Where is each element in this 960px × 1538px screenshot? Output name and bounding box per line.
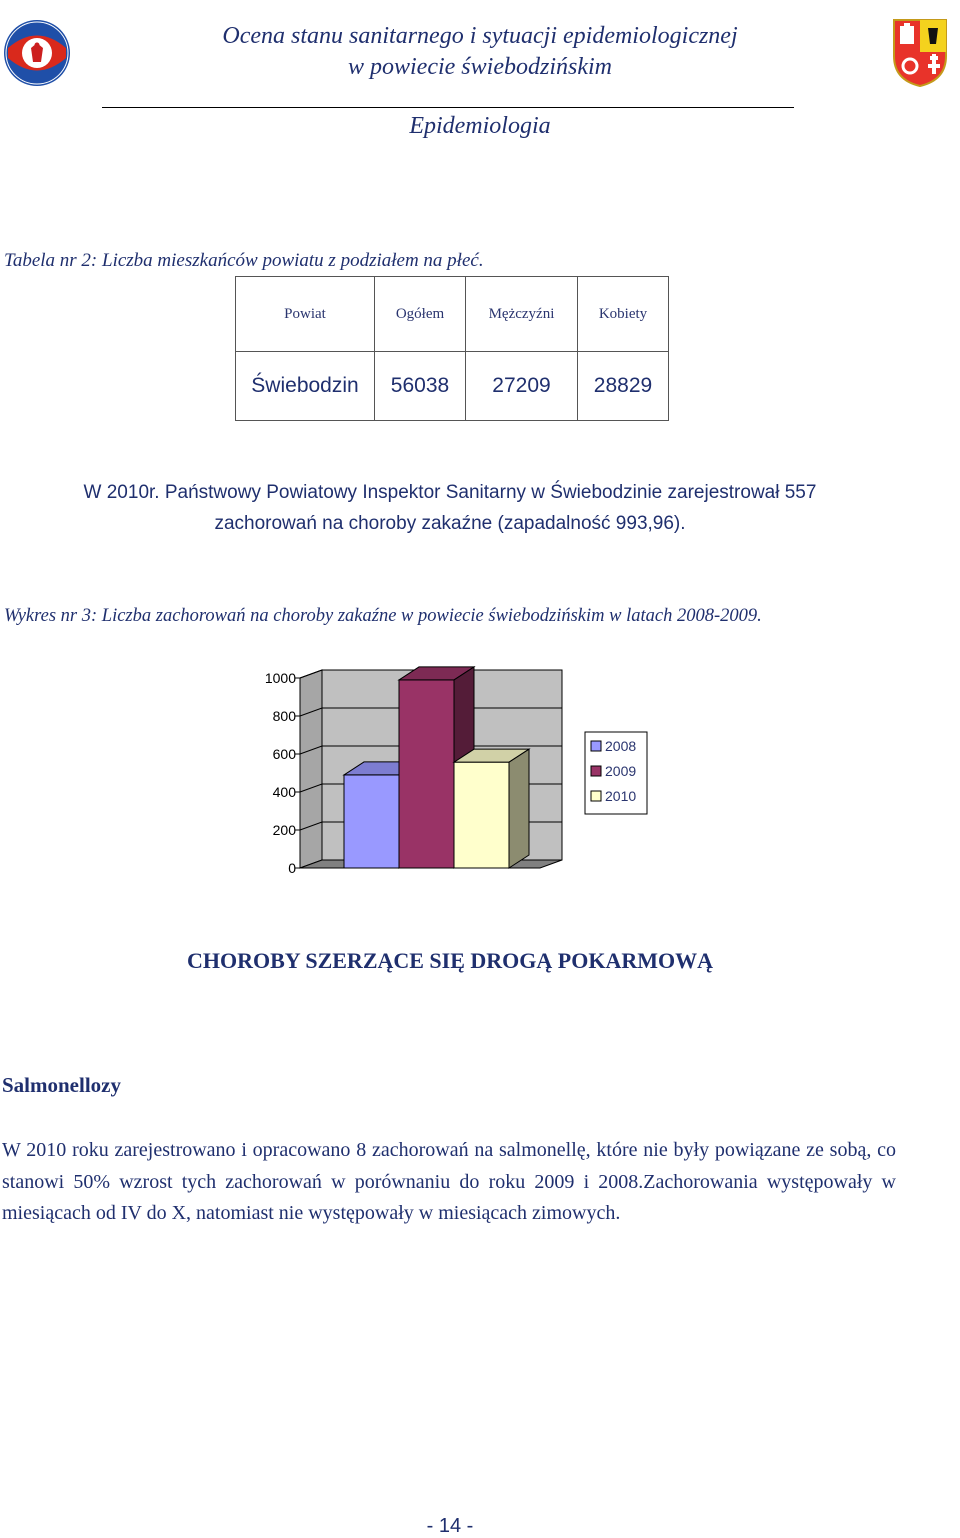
subheading-salmonellozy: Salmonellozy: [2, 1073, 121, 1097]
header-cell-ogolem: Ogółem: [375, 277, 466, 352]
legend-swatch-2009: [591, 766, 601, 776]
table-header-row: [236, 277, 669, 352]
page-number: - 14 -: [426, 1515, 474, 1537]
table-row: [236, 352, 669, 421]
bar-2010-front: [454, 762, 509, 868]
intro-line2: zachorowań na choroby zakaźne (zapadalność 993,96).: [214, 513, 686, 534]
header-title-line1: Ocena stanu sanitarnego i sytuacji epidemiologicznej: [222, 23, 738, 49]
bar-chart: [240, 655, 660, 885]
y-tick-label: 400: [272, 784, 296, 800]
legend-swatch-2010: [591, 791, 601, 801]
header-cell-powiat: Powiat: [236, 277, 375, 352]
cell-mezczyzni: 27209: [466, 352, 578, 421]
bar-2009-front: [399, 680, 454, 868]
chart-side-wall: [300, 670, 322, 868]
intro-line1: W 2010r. Państwowy Powiatowy Inspektor Sanitarny w Świebodzinie zarejestrował 557: [83, 482, 817, 503]
y-tick-label: 600: [272, 746, 296, 762]
table-caption: Tabela nr 2: Liczba mieszkańców powiatu z podziałem na płeć.: [4, 250, 484, 271]
body-paragraph: W 2010 roku zarejestrowano i opracowano 8 zachorowań na salmonellę, które nie były powiązane ze sobą, co stanowi 50% wzrost tych zachorowań w porównaniu do roku 2009 i 2008.Zachorowania występowały w miesiącach od IV do X, natomiast nie występowały w miesiącach zimowych.: [2, 1139, 896, 1224]
cell-ogolem: 56038: [375, 352, 466, 421]
sanitary-inspection-logo: [2, 18, 72, 88]
y-tick-label: 800: [272, 708, 296, 724]
bar-2008-front: [344, 775, 399, 868]
county-coat-of-arms: [892, 18, 948, 88]
legend-label-2010: 2010: [605, 788, 637, 804]
y-tick-label: 0: [288, 860, 296, 876]
cell-kobiety: 28829: [578, 352, 669, 421]
y-tick-label: 200: [272, 822, 296, 838]
legend-label-2009: 2009: [605, 763, 637, 779]
header-cell-kobiety: Kobiety: [578, 277, 669, 352]
bar-2010-side: [509, 749, 529, 868]
legend-swatch-2008: [591, 741, 601, 751]
header-cell-mezczyzni: Mężczyźni: [466, 277, 578, 352]
cell-powiat: Świebodzin: [236, 352, 375, 421]
section-heading: CHOROBY SZERZĄCE SIĘ DROGĄ POKARMOWĄ: [186, 948, 713, 973]
header-title-line2: w powiecie świebodzińskim: [348, 54, 612, 80]
y-tick-label: 1000: [264, 670, 296, 686]
legend-label-2008: 2008: [605, 738, 637, 754]
chart-caption: Wykres nr 3: Liczba zachorowań na choroby zakaźne w powiecie świebodzińskim w latach 2008-2009.: [4, 606, 762, 626]
population-table: [235, 276, 669, 421]
header-divider: [102, 107, 794, 108]
header-section-title: Epidemiologia: [409, 113, 551, 139]
